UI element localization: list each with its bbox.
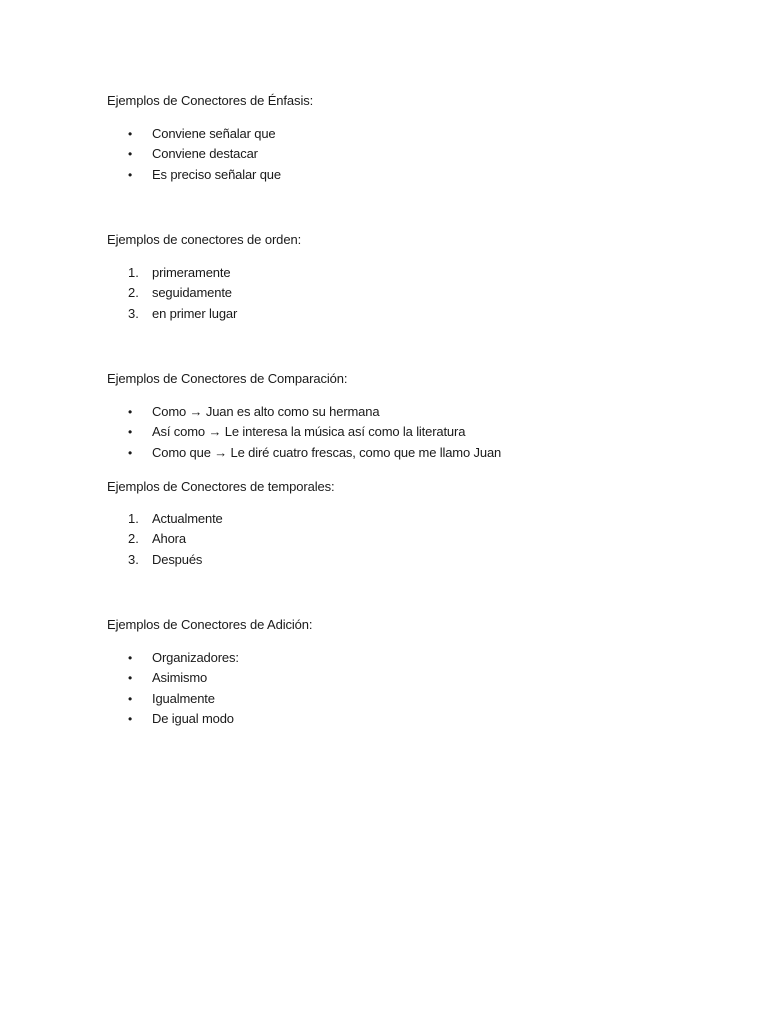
list-item-text: en primer lugar (152, 305, 238, 321)
list-item-text: Como → Juan es alto como su hermana (152, 404, 380, 419)
list-item-text: Igualmente (152, 690, 215, 706)
list-item-text: Como que → Le diré cuatro frescas, como que me llamo Juan (152, 444, 502, 460)
section-heading-adicion: Ejemplos de Conectores de Adición: (107, 617, 313, 632)
list-item-text: Organizadores: (152, 650, 239, 665)
bullet-marker: • (128, 147, 133, 162)
bullet-marker: • (128, 671, 133, 686)
number-marker: 2. (128, 285, 139, 301)
list-item-text: Conviene destacar (152, 146, 258, 162)
number-marker: 3. (128, 551, 139, 567)
section-heading-enfasis: Ejemplos de Conectores de Énfasis: (107, 93, 314, 108)
list-item-text: Así como → Le interesa la música así como la literatura (152, 424, 466, 440)
bullet-marker: • (128, 127, 133, 141)
section-heading-temporales: Ejemplos de Conectores de temporales: (107, 479, 335, 494)
bullet-marker: • (128, 445, 133, 460)
number-marker: 1. (128, 511, 139, 526)
list-item-text: primeramente (152, 265, 231, 280)
list-item-text: De igual modo (152, 710, 234, 726)
section-heading-orden: Ejemplos de conectores de orden: (107, 232, 302, 247)
bullet-marker: • (128, 651, 133, 665)
list-item-text: Conviene señalar que (152, 126, 276, 141)
number-marker: 2. (128, 531, 139, 547)
bullet-marker: • (128, 425, 133, 440)
bullet-marker: • (128, 691, 133, 706)
bullet-marker: • (128, 405, 133, 419)
list-item-text: seguidamente (152, 285, 232, 301)
bullet-marker: • (128, 167, 133, 182)
number-marker: 3. (128, 305, 139, 321)
list-item-text: Ahora (152, 531, 186, 547)
list-item-text: Después (152, 551, 203, 567)
list-item-text: Asimismo (152, 670, 208, 686)
section-heading-comparacion: Ejemplos de Conectores de Comparación: (107, 371, 348, 386)
list-item-text: Es preciso señalar que (152, 166, 281, 182)
bullet-marker: • (128, 711, 133, 726)
number-marker: 1. (128, 265, 139, 280)
list-item-text: Actualmente (152, 511, 223, 526)
